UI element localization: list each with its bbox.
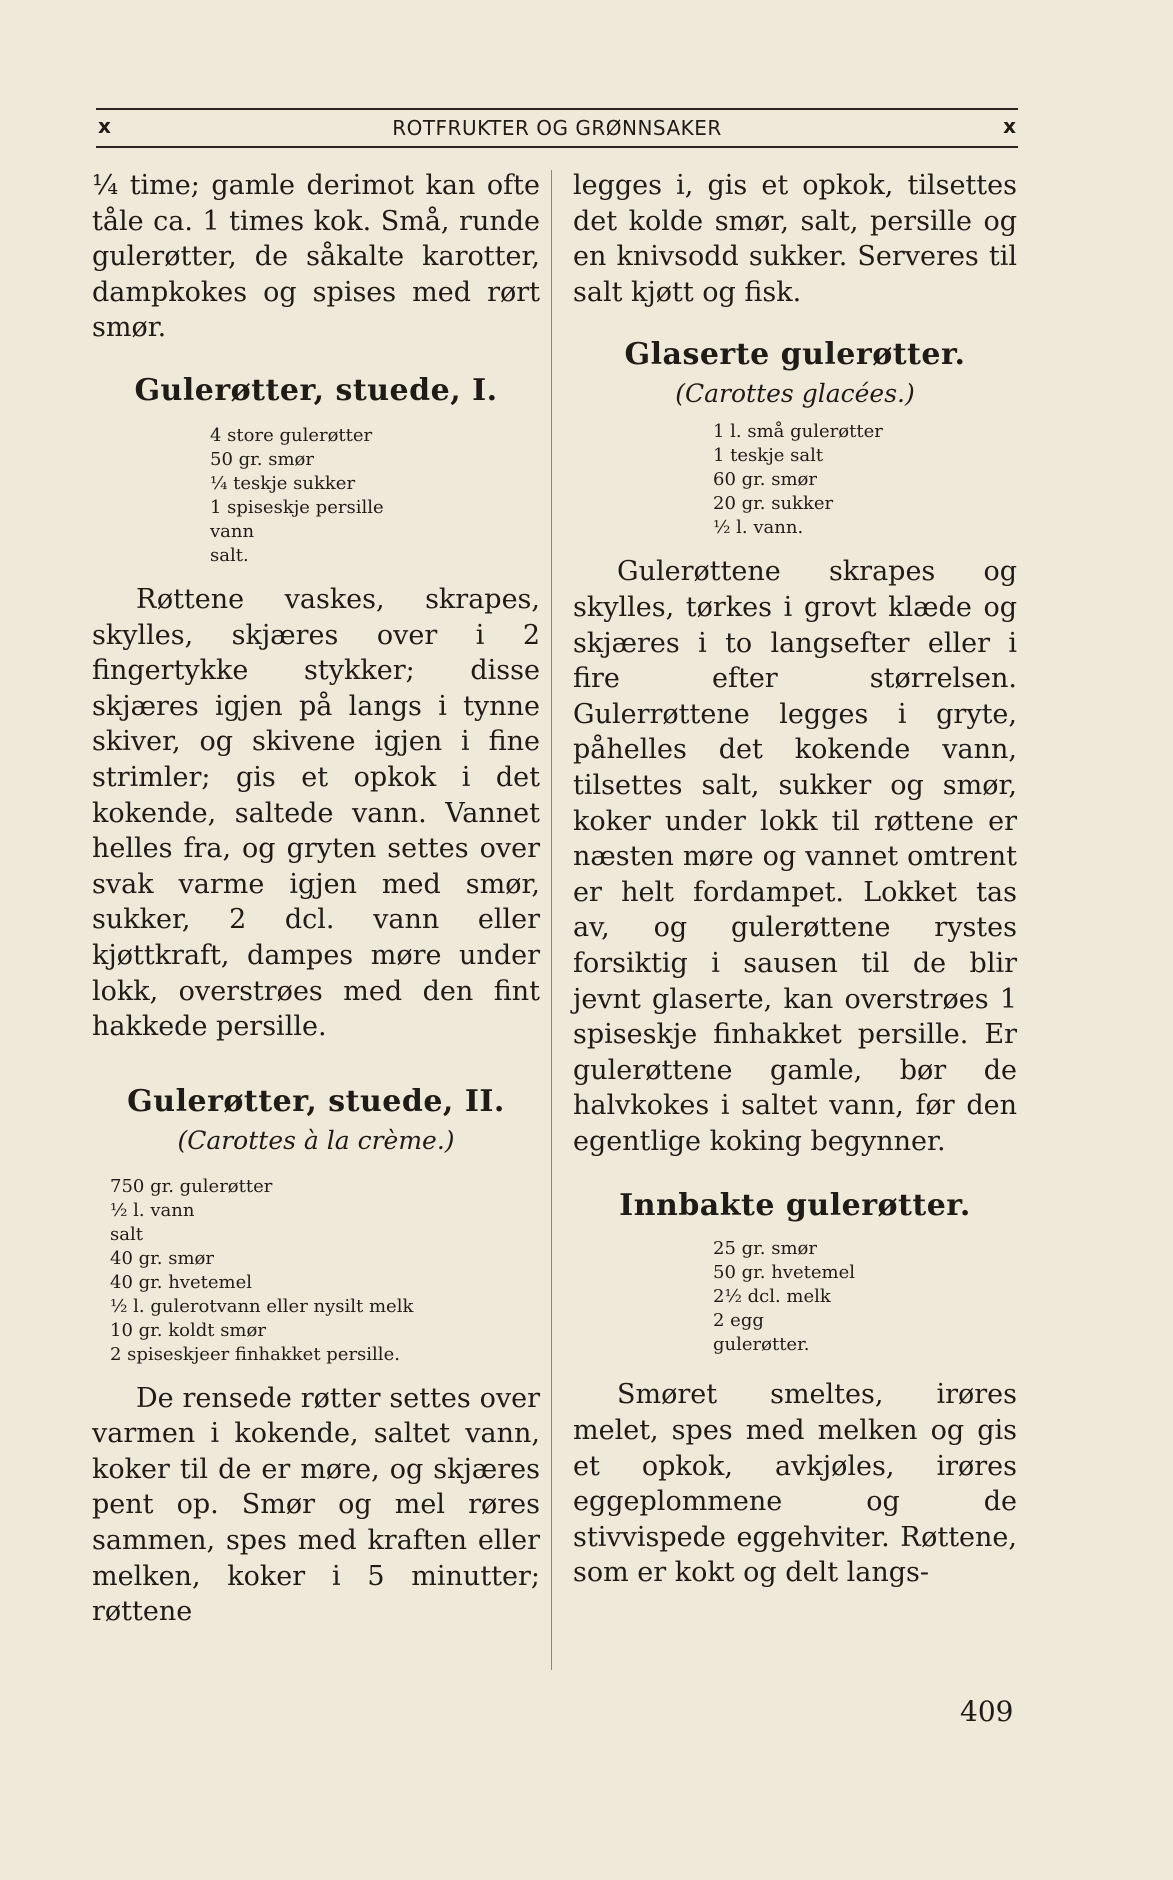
ingredient-item: 1 teskje salt	[713, 445, 824, 467]
ingredient-item: 25 gr. smør	[713, 1238, 817, 1260]
ingredient-item: ½ l. vann.	[713, 517, 804, 539]
recipe-subtitle: (Carottes glacées.)	[675, 379, 915, 409]
recipe-body: De rensede røtter settes over varmen i kokende, saltet vann, koker til de er møre, og skjæres pent op. Smør og mel røres sammen, spes med kraften eller melken, koker i 5 minutter; røttene	[92, 1382, 540, 1628]
ingredient-item: 40 gr. smør	[110, 1247, 214, 1269]
ingredient-list	[713, 1237, 1017, 1357]
ingredient-item: 2 egg	[713, 1310, 764, 1332]
ingredient-item: 2½ dcl. melk	[713, 1286, 831, 1308]
ingredient-item: 40 gr. hvetemel	[110, 1271, 252, 1293]
ingredient-item: 1 spiseskje persille	[210, 496, 384, 518]
ingredient-item: 2 spiseskjeer finhakket persille.	[110, 1343, 400, 1365]
column-divider	[551, 170, 552, 1670]
recipe-body: Smøret smeltes, irøres melet, spes med melken og gis et opkok, avkjøles, irøres eggeplommene og de stivvispede eggehviter. Røttene, som er kokt og delt langs-	[573, 1379, 1017, 1589]
ingredient-item: 4 store gulerøtter	[210, 424, 373, 446]
ingredient-item: 50 gr. smør	[210, 448, 314, 470]
ingredient-item: 750 gr. gulerøtter	[110, 1175, 273, 1197]
left-column	[92, 168, 540, 1630]
ingredient-item: 10 gr. koldt smør	[110, 1319, 266, 1341]
recipe-subtitle: (Carottes à la crème.)	[177, 1125, 455, 1155]
ingredient-item: salt.	[210, 544, 249, 566]
ingredient-item: vann	[210, 520, 255, 542]
recipe-body: Gulerøttene skrapes og skylles, tørkes i grovt klæde og skjæres i to langsefter eller i fire efter størrelsen. Gulerrøttene legges i gryte, påhelles det kokende vann, tilsettes salt, sukker og smør, koker under lokk til røttene er næsten møre og vannet omtrent er helt fordampet. Lokket tas av, og gulerøttene rystes forsiktig i sausen til de blir jevnt glaserte, kan overstrøes 1 spiseskje finhakket persille. Er gulerøttene gamle, bør de halvkokes i saltet vann, før den egentlige koking begynner.	[573, 556, 1017, 1157]
ingredient-item: ¼ teskje sukker	[210, 472, 356, 494]
right-column	[573, 168, 1017, 1591]
ingredient-item: salt	[110, 1223, 143, 1245]
recipe-body: Røttene vaskes, skrapes, skylles, skjæres over i 2 fingertykke stykker; disse skjæres igjen på langs i tynne skiver, og skivene igjen i fine strimler; gis et opkok i det kokende, saltede vann. Vannet helles fra, og gryten settes over svak varme igjen med smør, sukker, 2 dcl. vann eller kjøttkraft, dampes møre under lokk, overstrøes med den fint hakkede persille.	[92, 583, 540, 1043]
recipe-title: Gulerøtter, stuede, II.	[127, 1083, 505, 1119]
header-ornament-right: x	[1003, 114, 1016, 138]
ingredient-item: 20 gr. sukker	[713, 493, 834, 515]
running-header	[96, 108, 1018, 148]
ingredient-list	[110, 1175, 540, 1367]
ingredient-item: 50 gr. hvetemel	[713, 1262, 855, 1284]
recipe-title: Innbakte gulerøtter.	[619, 1188, 971, 1224]
recipe-title: Gulerøtter, stuede, I.	[134, 372, 498, 408]
continuation-paragraph: legges i, gis et opkok, tilsettes det kolde smør, salt, persille og en knivsodd sukker. Serveres til salt kjøtt og fisk.	[573, 170, 1017, 308]
ingredient-item: gulerøtter.	[713, 1334, 810, 1356]
ingredient-item: ½ l. gulerotvann eller nysilt melk	[110, 1295, 414, 1317]
recipe-title: Glaserte gulerøtter.	[624, 337, 966, 373]
header-ornament-left: x	[98, 114, 111, 138]
ingredient-item: ½ l. vann	[110, 1199, 195, 1221]
ingredient-list	[713, 420, 1017, 540]
page-number: 409	[960, 1695, 1014, 1728]
ingredient-item: 60 gr. smør	[713, 469, 817, 491]
header-title: ROTFRUKTER OG GRØNNSAKER	[392, 116, 722, 140]
ingredient-item: 1 l. små gulerøtter	[713, 421, 883, 443]
intro-paragraph: ¼ time; gamle derimot kan ofte tåle ca. 1 times kok. Små, runde gulerøtter, de såkalte karotter, dampkokes og spises med rørt smør.	[92, 170, 540, 344]
ingredient-list	[210, 424, 540, 568]
